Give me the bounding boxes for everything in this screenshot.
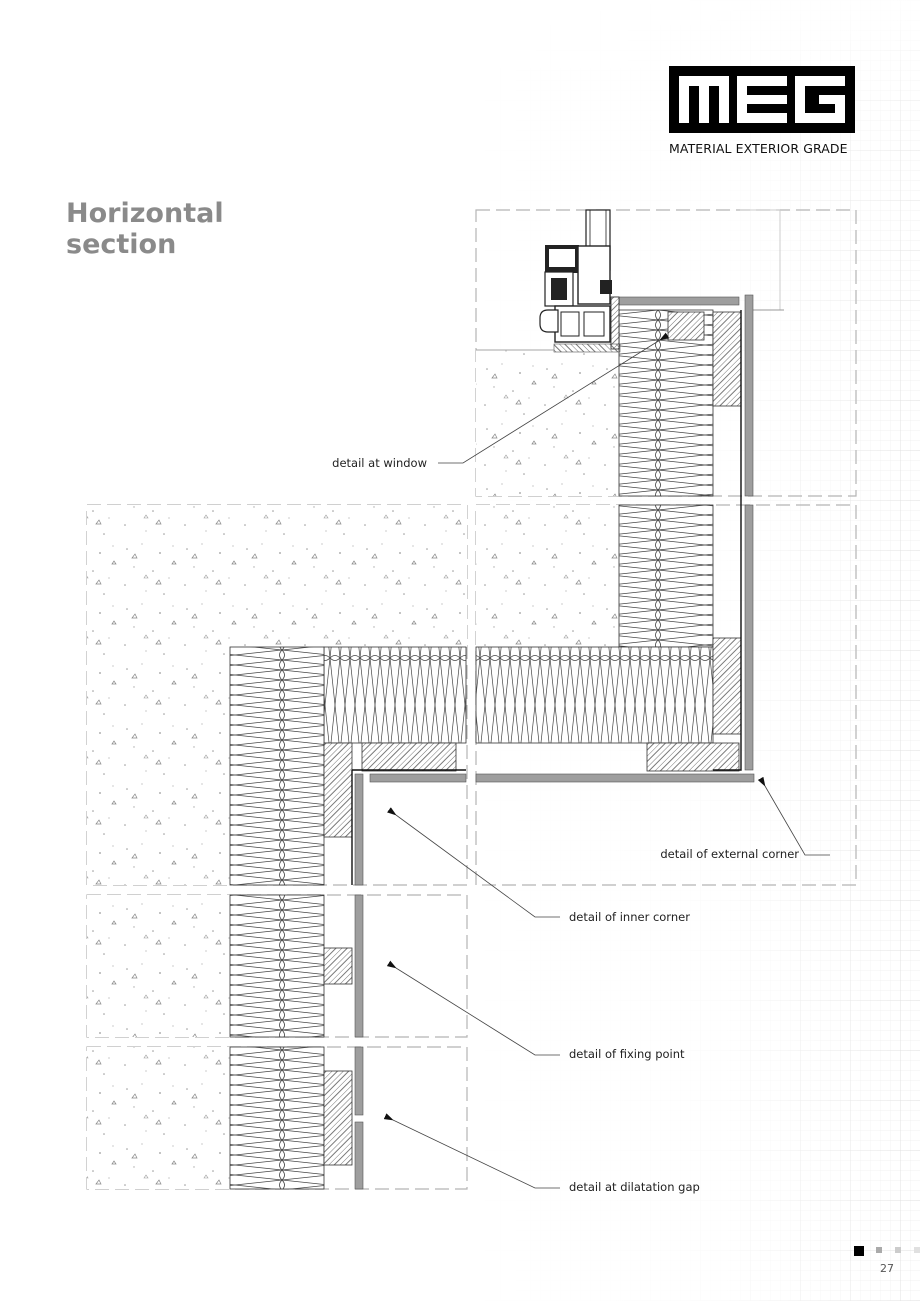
leader-external-corner <box>765 786 830 855</box>
page-nav-dots <box>854 1246 920 1258</box>
leader-inner-corner <box>396 815 560 917</box>
callout-external-corner: detail of external corner <box>660 847 799 861</box>
window-frame <box>476 210 620 352</box>
callout-inner-corner: detail of inner corner <box>569 910 690 924</box>
page-title-line2: section <box>66 229 177 260</box>
leader-dilatation-gap <box>393 1120 560 1188</box>
page-number: 27 <box>880 1262 894 1275</box>
callout-window: detail at window <box>332 456 427 470</box>
brand-subtitle: MATERIAL EXTERIOR GRADE <box>669 141 848 156</box>
leader-fixing-point <box>396 968 560 1055</box>
callout-dilatation-gap: detail at dilatation gap <box>569 1180 700 1194</box>
callout-fixing-point: detail of fixing point <box>569 1047 685 1061</box>
page-title-line1: Horizontal <box>66 198 224 229</box>
